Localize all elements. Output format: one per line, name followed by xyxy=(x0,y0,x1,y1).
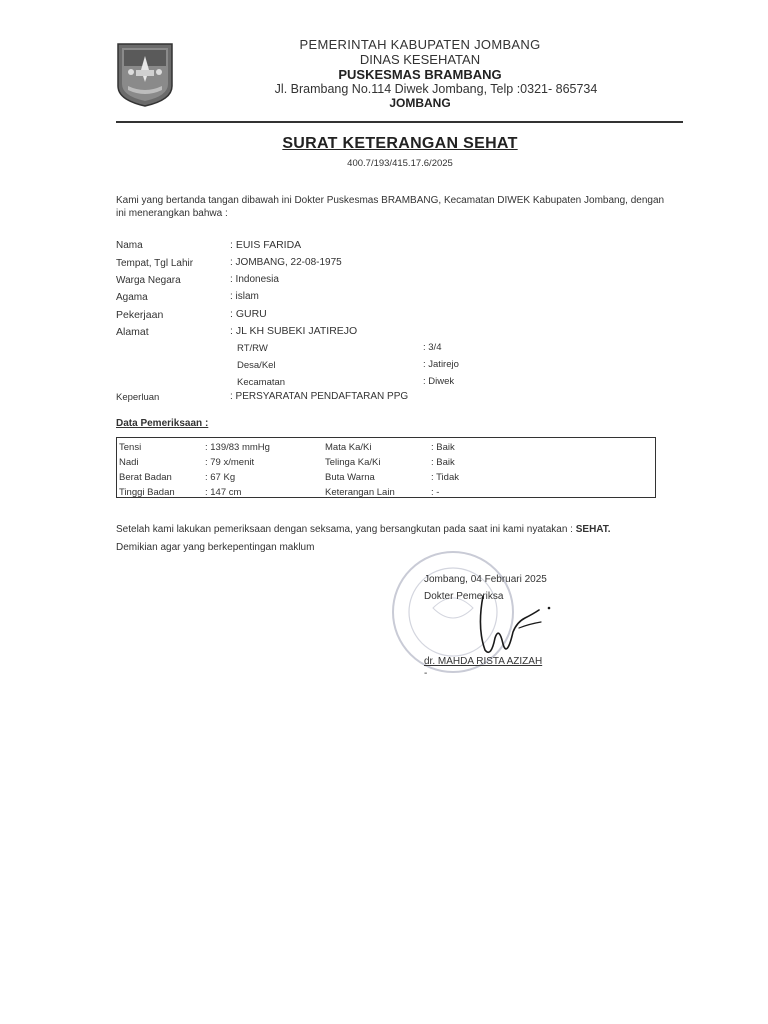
value-warga-negara: : Indonesia xyxy=(230,274,279,285)
label-agama: Agama xyxy=(116,292,148,303)
header-divider xyxy=(116,121,683,123)
value-keperluan: : PERSYARATAN PENDAFTARAN PPG xyxy=(230,391,409,402)
header-city: JOMBANG xyxy=(389,96,451,110)
exam-label-tinggi-badan: Tinggi Badan xyxy=(119,487,175,498)
document-number: 400.7/193/415.17.6/2025 xyxy=(347,158,453,169)
exam-label-nadi: Nadi xyxy=(119,457,139,468)
value-agama: : islam xyxy=(230,291,259,302)
exam-label-berat-badan: Berat Badan xyxy=(119,472,172,483)
exam-label-telinga: Telinga Ka/Ki xyxy=(325,457,381,468)
value-desa-kel: : Jatirejo xyxy=(423,359,459,370)
conclusion-result: SEHAT. xyxy=(575,524,611,535)
header-clinic: PUSKESMAS BRAMBANG xyxy=(338,67,502,82)
label-desa-kel: Desa/Kel xyxy=(237,360,276,371)
label-pekerjaan: Pekerjaan xyxy=(116,309,164,321)
document-title: SURAT KETERANGAN SEHAT xyxy=(282,135,518,152)
exam-value-buta-warna: : Tidak xyxy=(431,472,459,483)
exam-value-tensi: : 139/83 mmHg xyxy=(205,442,270,453)
exam-value-berat-badan: : 67 Kg xyxy=(205,472,236,483)
signature-dash: - xyxy=(424,668,428,679)
exam-label-keterangan-lain: Keterangan Lain xyxy=(325,487,395,498)
signature-name: dr. MAHDA RISTA AZIZAH xyxy=(424,656,543,667)
signature-role: Dokter Pemeriksa xyxy=(424,591,504,602)
exam-value-tinggi-badan: : 147 cm xyxy=(205,487,242,498)
exam-value-keterangan-lain: : - xyxy=(431,487,440,498)
exam-value-telinga: : Baik xyxy=(431,457,455,468)
signature-place-date: Jombang, 04 Februari 2025 xyxy=(424,574,547,585)
value-rt-rw: : 3/4 xyxy=(423,342,442,353)
conclusion-text: Setelah kami lakukan pemeriksaan dengan seksama, yang bersangkutan pada saat ini kami nyatakan : xyxy=(116,524,576,535)
header-government: PEMERINTAH KABUPATEN JOMBANG xyxy=(299,37,541,52)
exam-table xyxy=(116,437,656,498)
exam-section-title: Data Pemeriksaan : xyxy=(116,418,209,429)
exam-value-nadi: : 79 x/menit xyxy=(205,457,255,468)
exam-value-mata: : Baik xyxy=(431,442,455,453)
header-address: Jl. Brambang No.114 Diwek Jombang, Telp :0321- 865734 xyxy=(274,82,598,96)
exam-label-tensi: Tensi xyxy=(119,442,142,453)
regency-emblem-icon xyxy=(116,42,174,108)
value-kecamatan: : Diwek xyxy=(423,376,455,387)
closing-line: Demikian agar yang berkepentingan maklum xyxy=(116,542,315,553)
label-rt-rw: RT/RW xyxy=(237,343,268,354)
value-tempat-tgl-lahir: : JOMBANG, 22-08-1975 xyxy=(230,257,342,268)
value-nama: : EUIS FARIDA xyxy=(230,239,302,251)
label-nama: Nama xyxy=(116,240,143,251)
intro-paragraph: Kami yang bertanda tangan dibawah ini Dokter Puskesmas BRAMBANG, Kecamatan DIWEK Kabupaten Jombang, dengan ini menerangkan bahwa : xyxy=(116,195,665,219)
value-pekerjaan: : GURU xyxy=(230,308,267,320)
label-keperluan: Keperluan xyxy=(116,392,160,403)
exam-label-buta-warna: Buta Warna xyxy=(325,472,375,483)
label-kecamatan: Kecamatan xyxy=(237,377,286,388)
conclusion-line xyxy=(116,524,611,535)
header-department: DINAS KESEHATAN xyxy=(359,52,481,67)
label-alamat: Alamat xyxy=(116,326,149,338)
value-alamat: : JL KH SUBEKI JATIREJO xyxy=(230,325,358,337)
label-tempat-tgl-lahir: Tempat, Tgl Lahir xyxy=(116,258,194,269)
exam-label-mata: Mata Ka/Ki xyxy=(325,442,372,453)
label-warga-negara: Warga Negara xyxy=(116,275,181,286)
